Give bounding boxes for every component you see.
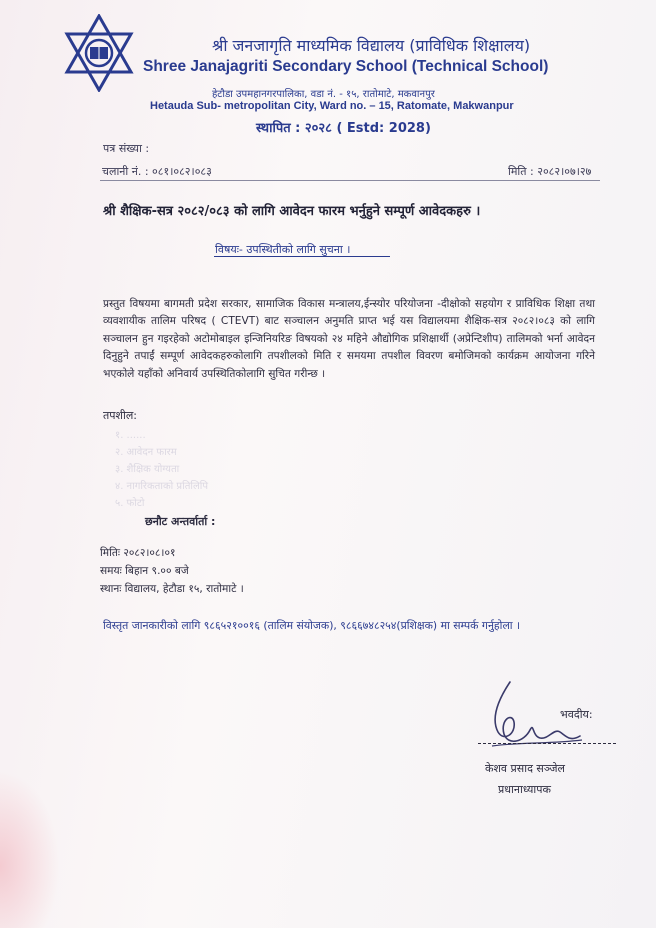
header-divider: [100, 180, 600, 181]
closing-salutation: भवदीय:: [560, 708, 593, 721]
faded-detail-item: ४. नागरिकताको प्रतिलिपि: [115, 481, 209, 492]
signature-line: [478, 743, 616, 744]
school-name-nepali: श्री जनजागृति माध्यमिक विद्यालय (प्राविधिक शिक्षालय): [212, 36, 531, 55]
details-heading: तपशील:: [103, 409, 138, 422]
contact-info: विस्तृत जानकारीको लागि ९८६५२१००१६ (तालिम संयोजक), ९८६६७४८२५४(प्रशिक्षक) मा सम्पर्क गर्नुहोला ।: [103, 619, 521, 632]
school-name-english: Shree Janajagriti Secondary School (Technical School): [143, 58, 549, 75]
subject-line: विषयः- उपस्थितीको लागि सुचना ।: [215, 243, 351, 256]
notice-body: प्रस्तुत विषयमा बागमती प्रदेश सरकार, सामाजिक विकास मन्त्रालय,ईन्स्योर परियोजना -दीक्षोको सहयोग र प्राविधिक शिक्षा तथा व्यवशायीक तालिम परिषद ( CTEVT) बाट सञ्चालन अनुमति प्राप्त भई यस विद्यालयमा शैक्षिक-सत्र २०८२।०८३ को लागि सञ्चालन हुन गइरहेको अटोमोबाइल इन्जिनियरिङ विषयको २४ महिने औद्योगिक प्रशिक्षार्थी (अप्रेन्टिशीप) तालिमको भर्ना आवेदन दिनुहुने तपाईं सम्पूर्ण आवेदकहरुकोलागि तपशीलको मिति र समयमा तपशील विवरण बमोजिमको कार्यक्रम आयोजना गरिने भएकोले यहाँको अनिवार्य उपस्थितिकोलागि सुचित गरीन्छ ।: [103, 298, 595, 380]
letter-date: मिति : २०८२।०७।२७: [508, 165, 592, 178]
subject-underline: [214, 256, 390, 257]
established-year: स्थापित : २०२८ ( Estd: 2028): [256, 121, 431, 136]
school-address-english: Hetauda Sub- metropolitan City, Ward no. – 15, Ratomate, Makwanpur: [150, 100, 514, 112]
faded-detail-item: १. ......: [115, 430, 146, 441]
photo-edge-glare: [0, 770, 60, 928]
school-address-nepali: हेटौडा उपमहानगरपालिका, वडा नं. - १५, रातोमाटे, मकवानपुर: [212, 89, 435, 100]
interview-place: स्थानः विद्यालय, हेटौडा १५, रातोमाटे ।: [100, 583, 244, 595]
letter-number: पत्र संख्या :: [103, 142, 150, 155]
signatory-title: प्रधानाध्यापक: [498, 783, 551, 796]
addressee: श्री शैक्षिक-सत्र २०८२/०८३ को लागि आवेदन फारम भर्नुहुने सम्पूर्ण आवेदकहरु ।: [103, 204, 481, 219]
faded-detail-item: ३. शैक्षिक योग्यता: [115, 464, 180, 475]
school-logo-icon: [62, 14, 136, 92]
faded-detail-item: ५. फोटो: [115, 498, 145, 509]
dispatch-number: चलानी नं. : ०८१।०८२।०८३: [102, 165, 212, 178]
interview-heading: छनौट अन्तर्वार्ता :: [145, 515, 216, 528]
signatory-name: केशव प्रसाद सञ्जेल: [485, 762, 565, 775]
interview-date: मितिः २०८२।०८।०१: [100, 547, 176, 559]
interview-time: समयः बिहान ९.०० बजे: [100, 565, 189, 577]
faded-detail-item: २. आवेदन फारम: [115, 447, 177, 458]
